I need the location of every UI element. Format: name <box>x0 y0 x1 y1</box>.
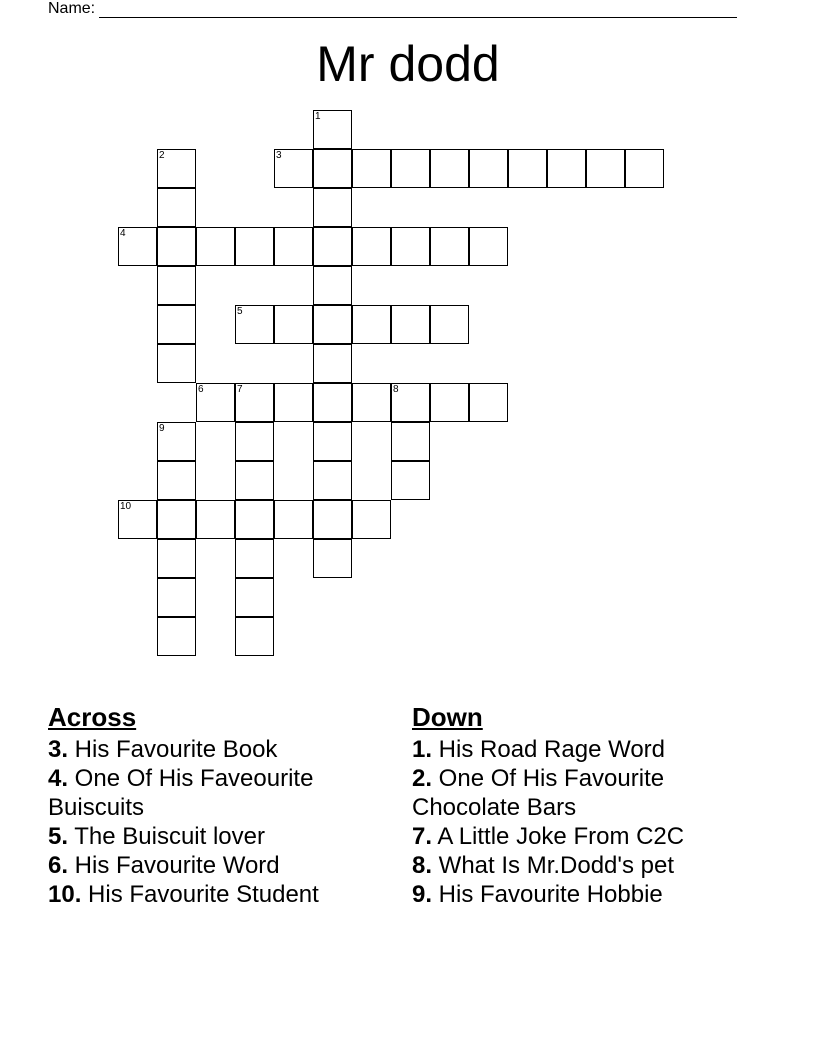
across-heading: Across <box>48 702 137 732</box>
crossword-cell[interactable] <box>157 500 196 539</box>
clue-text: What Is Mr.Dodd's pet <box>432 852 675 879</box>
clue-number-label: 8. <box>412 852 433 879</box>
clue-number: 4 <box>120 228 126 239</box>
crossword-cell[interactable] <box>235 383 274 422</box>
down-heading: Down <box>412 702 483 732</box>
crossword-cell[interactable] <box>157 188 196 227</box>
clue-number-label: 3. <box>48 736 69 763</box>
across-clues <box>48 702 388 909</box>
crossword-cell[interactable] <box>625 149 664 188</box>
crossword-cell[interactable] <box>157 266 196 305</box>
crossword-cell[interactable] <box>157 461 196 500</box>
clue-number: 7 <box>237 384 243 395</box>
crossword-cell[interactable] <box>157 305 196 344</box>
crossword-cell[interactable] <box>430 383 469 422</box>
crossword-cell[interactable] <box>196 500 235 539</box>
clue-text: His Favourite Student <box>81 881 319 908</box>
crossword-cell[interactable] <box>391 461 430 500</box>
clue-text: His Road Rage Word <box>432 736 666 763</box>
down-clue <box>412 880 752 909</box>
crossword-cell[interactable] <box>430 149 469 188</box>
clue-text: His Favourite Hobbie <box>432 881 663 908</box>
crossword-cell[interactable] <box>352 227 391 266</box>
clue-number: 10 <box>120 501 132 512</box>
clue-number: 8 <box>393 384 399 395</box>
crossword-cell[interactable] <box>313 383 352 422</box>
crossword-cell[interactable] <box>118 227 157 266</box>
clue-text: One Of His Favourite Chocolate Bars <box>412 765 665 821</box>
crossword-cell[interactable] <box>352 500 391 539</box>
clue-text: His Favourite Book <box>68 736 278 763</box>
crossword-cell[interactable] <box>469 227 508 266</box>
clue-number: 5 <box>237 306 243 317</box>
clue-number: 6 <box>198 384 204 395</box>
crossword-cell[interactable] <box>157 617 196 656</box>
crossword-cell[interactable] <box>196 227 235 266</box>
crossword-cell[interactable] <box>352 149 391 188</box>
crossword-cell[interactable] <box>313 227 352 266</box>
crossword-cell[interactable] <box>118 500 157 539</box>
clue-number: 3 <box>276 150 282 161</box>
across-clue <box>48 822 388 851</box>
crossword-cell[interactable] <box>586 149 625 188</box>
crossword-cell[interactable] <box>274 383 313 422</box>
crossword-cell[interactable] <box>235 227 274 266</box>
crossword-cell[interactable] <box>352 305 391 344</box>
crossword-cell[interactable] <box>469 383 508 422</box>
crossword-cell[interactable] <box>274 305 313 344</box>
crossword-cell[interactable] <box>313 344 352 383</box>
crossword-cell[interactable] <box>391 383 430 422</box>
crossword-cell[interactable] <box>196 383 235 422</box>
clue-number-label: 2. <box>412 765 433 792</box>
crossword-cell[interactable] <box>274 149 313 188</box>
crossword-cell[interactable] <box>313 149 352 188</box>
down-clue <box>412 822 752 851</box>
crossword-cell[interactable] <box>313 461 352 500</box>
crossword-cell[interactable] <box>235 461 274 500</box>
down-clue <box>412 764 752 822</box>
clue-text: His Favourite Word <box>68 852 280 879</box>
crossword-cell[interactable] <box>391 305 430 344</box>
crossword-cell[interactable] <box>313 110 352 149</box>
crossword-cell[interactable] <box>313 539 352 578</box>
down-clues <box>412 702 752 909</box>
clue-number-label: 1. <box>412 736 433 763</box>
crossword-cell[interactable] <box>157 578 196 617</box>
down-clue <box>412 735 752 764</box>
clue-number: 9 <box>159 423 165 434</box>
crossword-cell[interactable] <box>391 422 430 461</box>
clue-number-label: 9. <box>412 881 433 908</box>
across-clue <box>48 735 388 764</box>
across-clue <box>48 851 388 880</box>
across-clue <box>48 880 388 909</box>
clue-number: 2 <box>159 150 165 161</box>
crossword-cell[interactable] <box>430 305 469 344</box>
crossword-cell[interactable] <box>235 305 274 344</box>
clue-text: One Of His Faveourite Buiscuits <box>48 765 314 821</box>
crossword-cell[interactable] <box>157 227 196 266</box>
crossword-cell[interactable] <box>157 539 196 578</box>
crossword-cell[interactable] <box>547 149 586 188</box>
crossword-cell[interactable] <box>157 149 196 188</box>
crossword-cell[interactable] <box>352 383 391 422</box>
crossword-cell[interactable] <box>313 188 352 227</box>
clue-number-label: 7. <box>412 823 433 850</box>
crossword-cell[interactable] <box>313 500 352 539</box>
crossword-cell[interactable] <box>313 422 352 461</box>
clue-number-label: 10. <box>48 881 82 908</box>
down-clue-list <box>412 735 752 909</box>
crossword-cell[interactable] <box>469 149 508 188</box>
crossword-cell[interactable] <box>430 227 469 266</box>
crossword-cell[interactable] <box>391 149 430 188</box>
crossword-cell[interactable] <box>235 539 274 578</box>
clue-text: The Buiscuit lover <box>68 823 265 850</box>
across-clue <box>48 764 388 822</box>
crossword-cell[interactable] <box>235 617 274 656</box>
page-title: Mr dodd <box>316 36 500 92</box>
down-clue <box>412 851 752 880</box>
crossword-cell[interactable] <box>313 305 352 344</box>
crossword-cell[interactable] <box>235 422 274 461</box>
crossword-cell[interactable] <box>235 500 274 539</box>
crossword-cell[interactable] <box>274 500 313 539</box>
name-label: Name: <box>48 0 96 17</box>
crossword-cell[interactable] <box>157 422 196 461</box>
across-clue-list <box>48 735 388 909</box>
clue-number: 1 <box>315 111 321 122</box>
clue-number-label: 4. <box>48 765 69 792</box>
clue-text: A Little Joke From C2C <box>432 823 685 850</box>
clue-number-label: 6. <box>48 852 69 879</box>
crossword-cell[interactable] <box>508 149 547 188</box>
crossword-cell[interactable] <box>235 578 274 617</box>
crossword-cell[interactable] <box>157 344 196 383</box>
crossword-cell[interactable] <box>313 266 352 305</box>
crossword-cell[interactable] <box>391 227 430 266</box>
crossword-cell[interactable] <box>274 227 313 266</box>
clue-number-label: 5. <box>48 823 69 850</box>
